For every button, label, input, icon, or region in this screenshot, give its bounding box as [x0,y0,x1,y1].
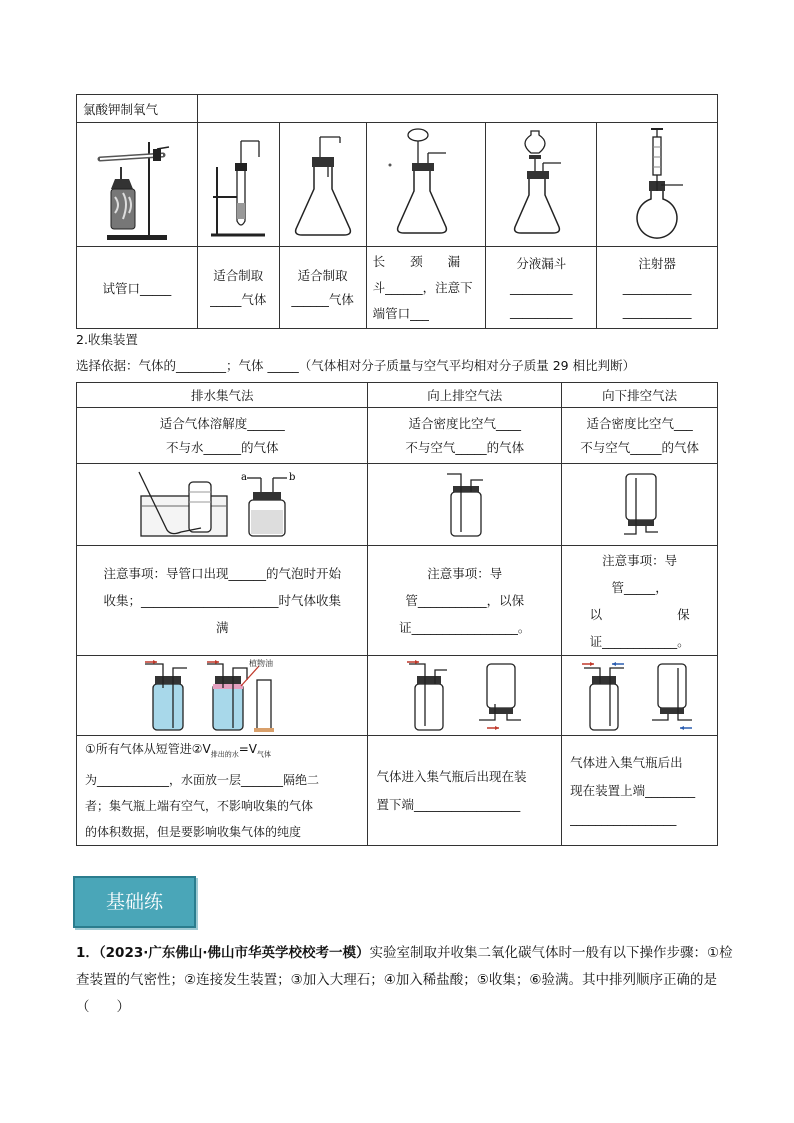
header-empty-cell [197,95,717,123]
header-cell: 氯酸钾制氧气 [77,95,198,123]
caption-syringe: 注射器 ___________ ___________ [597,247,718,329]
label-b: b [289,471,296,483]
caption-separatory-funnel: 分液漏斗 __________ __________ [486,247,597,329]
collection-table [76,382,718,846]
note-upward: 注意事项：导 管___________，以保 证_________________。 [368,546,562,656]
water-bottle-diagrams [77,656,368,736]
caption-u-tube: 适合制取 _____气体 [197,247,279,329]
separatory-funnel-apparatus-image [486,123,597,247]
note-downward: 注意事项：导 管_____， 以 保 证____________。 [562,546,718,656]
long-neck-funnel-apparatus-image [366,123,486,247]
upward-bottle-diagrams [368,656,562,736]
downward-air-image [562,464,718,546]
header-water-method: 排水集气法 [77,383,368,408]
suitability-upward: 适合密度比空气____ 不与空气_____的气体 [368,408,562,464]
suitability-water: 适合气体溶解度______ 不与水______的气体 [77,408,368,464]
section-title: 2.收集装置 [76,332,138,347]
note-water: 注意事项：导管口出现______的气泡时开始 收集；______________________时气体收集 满 [77,546,368,656]
header-downward-air-method: 向下排空气法 [562,383,718,408]
caption-test-tube: 试管口_____ [77,247,198,329]
question-number: 1． [76,945,99,961]
bottom-note-downward: 气体进入集气瓶后出 现在装置上端________ _________________ [562,736,718,846]
selection-basis: 选择依据：气体的________；气体 _____（气体相对分子质量与空气平均相对分子质量 29 相比判断） [76,358,636,373]
bottom-note-upward: 气体进入集气瓶后出现在装 置下端_________________ [368,736,562,846]
flask-apparatus-image [279,123,366,247]
u-tube-apparatus-image [197,123,279,247]
question-source: （2023·广东佛山·佛山市华英学校校考一模） [98,945,370,961]
generator-table [76,94,718,329]
water-collection-image [77,464,368,546]
bottom-note-water: ①所有气体从短管进$②V_{排出的水}=V_{气体}$ 为____________，水面放一层_______隔绝二 者；集气瓶上端有空气，不影响收集的气体 的体积数据，但是要影响收集气体的纯度 [77,736,368,846]
caption-flask: 适合制取 ______气体 [279,247,366,329]
label-vegetable-oil: 植物油 [249,658,274,668]
label-a: a [241,471,248,483]
caption-long-neck-funnel: 长 颈 漏 斗______，注意下 端管口___ [366,247,486,329]
basic-practice-badge: 基础练 [73,876,196,928]
test-tube-apparatus-image [77,123,198,247]
question-text: 实验室制取并收集二氧化碳气体时一般有以下操作步骤：①检查装置的气密性；②连接发生装置；③加入大理石；④加入稀盐酸；⑤收集；⑥验满。其中排列顺序正确的是（ ） [76,945,733,1015]
header-upward-air-method: 向上排空气法 [368,383,562,408]
upward-air-image [368,464,562,546]
downward-bottle-diagrams [562,656,718,736]
syringe-apparatus-image [597,123,718,247]
suitability-downward: 适合密度比空气___ 不与空气_____的气体 [562,408,718,464]
question-1 [76,940,736,1021]
